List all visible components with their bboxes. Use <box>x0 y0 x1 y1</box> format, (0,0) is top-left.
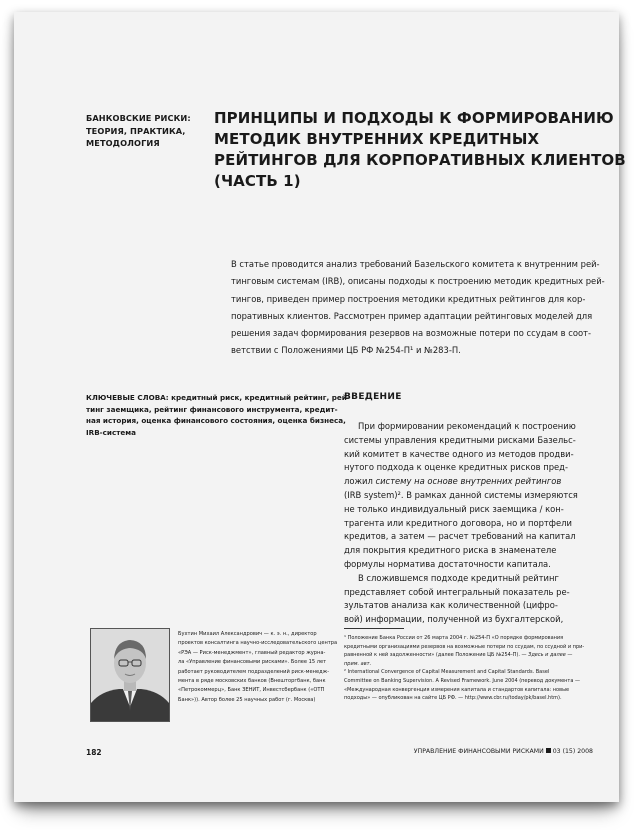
body-line: не только индивидуальный риск заемщика / кон- <box>344 503 564 514</box>
footnote-emphasis: Здесь и далее — <box>528 652 573 659</box>
keywords-line: тинг заемщика, рейтинг финансового инструмента, кредит- <box>86 404 338 414</box>
footnote-line: «Международная конвергенция измерения капитала и стандартов капитала: новые <box>344 686 570 693</box>
bio-line: работает руководителем подразделений риск-менедж- <box>178 668 330 675</box>
footnote-emphasis: прим. авт. <box>344 660 372 667</box>
abstract-line: решения задач формирования резервов на возможные потери по ссудам в соот- <box>231 328 591 339</box>
body-line: В сложившемся подходе кредитный рейтинг <box>358 572 559 583</box>
author-photo <box>90 628 170 722</box>
body-line: трагента или кредитного договора, но и портфели <box>344 517 572 528</box>
abstract-line: тинговым системам (IRB), описаны подходы к построению методик кредитных рей- <box>231 276 605 287</box>
body-line: зультатов анализа как количественной (цифро- <box>344 600 558 611</box>
footnotes <box>344 634 594 703</box>
article-title <box>214 108 626 192</box>
footnote-span: равненной к ней задолженности» (далее Положение ЦБ №254-П). — <box>344 652 529 659</box>
body-line: системы управления кредитными рисками Базельс- <box>344 434 576 445</box>
footnote-line: ² International Convergence of Capital Measurement and Capital Standards. Basel <box>344 669 550 676</box>
body-line: нутого подхода к оценке кредитных рисков пред- <box>344 462 568 473</box>
body-line: для покрытия кредитного риска в знаменателе <box>344 545 557 556</box>
abstract-line: тингов, приведен пример построения методики кредитных рейтингов для кор- <box>231 293 586 304</box>
title-line: (ЧАСТЬ 1) <box>214 172 301 190</box>
body-line: При формировании рекомендаций к построению <box>358 421 576 431</box>
footnote-line: подходы» — опубликован на сайте ЦБ РФ. — http://www.cbr.ru/today/pk/basel.htm). <box>344 695 562 702</box>
journal-footer <box>414 748 593 755</box>
keywords-line: ная история, оценка финансового состояния, оценка бизнеса, <box>86 416 346 425</box>
body-line: (IRB system)². В рамках данной системы измеряются <box>344 489 578 500</box>
bio-line: мента в ряде московских банков (Внешторгбанк, банк <box>178 678 326 685</box>
section-rubric <box>86 112 196 150</box>
body-line <box>344 475 594 489</box>
body-line: кредитов, а затем — расчет требований на капитал <box>344 531 576 542</box>
keywords-line: IRB-система <box>86 427 136 437</box>
author-bio <box>178 630 338 705</box>
title-line: МЕТОДИК ВНУТРЕННИХ КРЕДИТНЫХ <box>214 130 540 148</box>
bio-line: «Петрокоммерц», Банк ЗЕНИТ, Инвестсбербанк («ОТП <box>178 687 325 694</box>
body-line: представляет собой интегральный показатель ре- <box>344 586 570 597</box>
bio-line: Банк»)). Автор более 25 научных работ (г. Москва) <box>178 696 316 703</box>
bio-line: «РЭА — Риск-менеджмент», главный редактор журна- <box>178 649 326 656</box>
body-text-span: ложил <box>344 476 376 487</box>
rubric-line: ТЕОРИЯ, ПРАКТИКА, <box>86 125 186 136</box>
body-text <box>344 420 594 627</box>
body-line: формулы норматива достаточности капитала. <box>344 558 551 569</box>
footnote-line <box>344 651 594 660</box>
bio-line: проектов консалтинга научно-исследовательского центра <box>178 640 338 647</box>
section-heading: ВВЕДЕНИЕ <box>344 392 402 402</box>
abstract-line: поративных клиентов. Рассмотрен пример адаптации рейтинговых моделей для <box>231 310 593 321</box>
title-line: РЕЙТИНГОВ ДЛЯ КОРПОРАТИВНЫХ КЛИЕНТОВ <box>214 151 626 169</box>
bio-line: Бухтин Михаил Александрович — к. э. н., директор <box>178 631 317 637</box>
rubric-line: БАНКОВСКИЕ РИСКИ: <box>86 113 191 123</box>
article-abstract <box>231 256 605 360</box>
journal-name: УПРАВЛЕНИЕ ФИНАНСОВЫМИ РИСКАМИ <box>413 748 544 755</box>
footnote-line: кредитными организациями резервов на возможные потери по ссудам, по ссудной и при- <box>344 643 585 650</box>
keywords-line: КЛЮЧЕВЫЕ СЛОВА: кредитный риск, кредитный рейтинг, рей- <box>86 393 350 402</box>
footnote-line: Committee on Banking Supervision. A Revised Framework. June 2004 (перевод документа — <box>344 677 580 684</box>
abstract-line: ветствии с Положениями ЦБ РФ №254-П¹ и №283-П. <box>231 345 461 356</box>
rubric-line: МЕТОДОЛОГИЯ <box>86 138 160 148</box>
footnote-divider <box>344 628 404 629</box>
footnote-line: ¹ Положение Банка России от 26 марта 2004 г. №254-П «О порядке формирования <box>344 635 564 641</box>
body-line: кий комитет в качестве одного из методов продви- <box>344 448 574 459</box>
emphasis-text: систему на основе внутренних рейтингов <box>375 476 562 487</box>
bio-line: ла «Управление финансовыми рисками». Более 15 лет <box>178 659 327 666</box>
portrait-image <box>91 629 169 721</box>
page-number: 182 <box>86 748 102 757</box>
footnote-line <box>344 660 594 669</box>
issue-number: 03 (15) 2008 <box>552 748 593 755</box>
document-page <box>14 12 626 802</box>
square-icon <box>546 748 551 753</box>
body-line: вой) информации, полученной из бухгалтерской, <box>344 614 564 625</box>
keywords-block <box>86 392 350 438</box>
abstract-line: В статье проводится анализ требований Базельского комитета к внутренним рей- <box>231 259 600 269</box>
title-line: ПРИНЦИПЫ И ПОДХОДЫ К ФОРМИРОВАНИЮ <box>214 109 614 127</box>
